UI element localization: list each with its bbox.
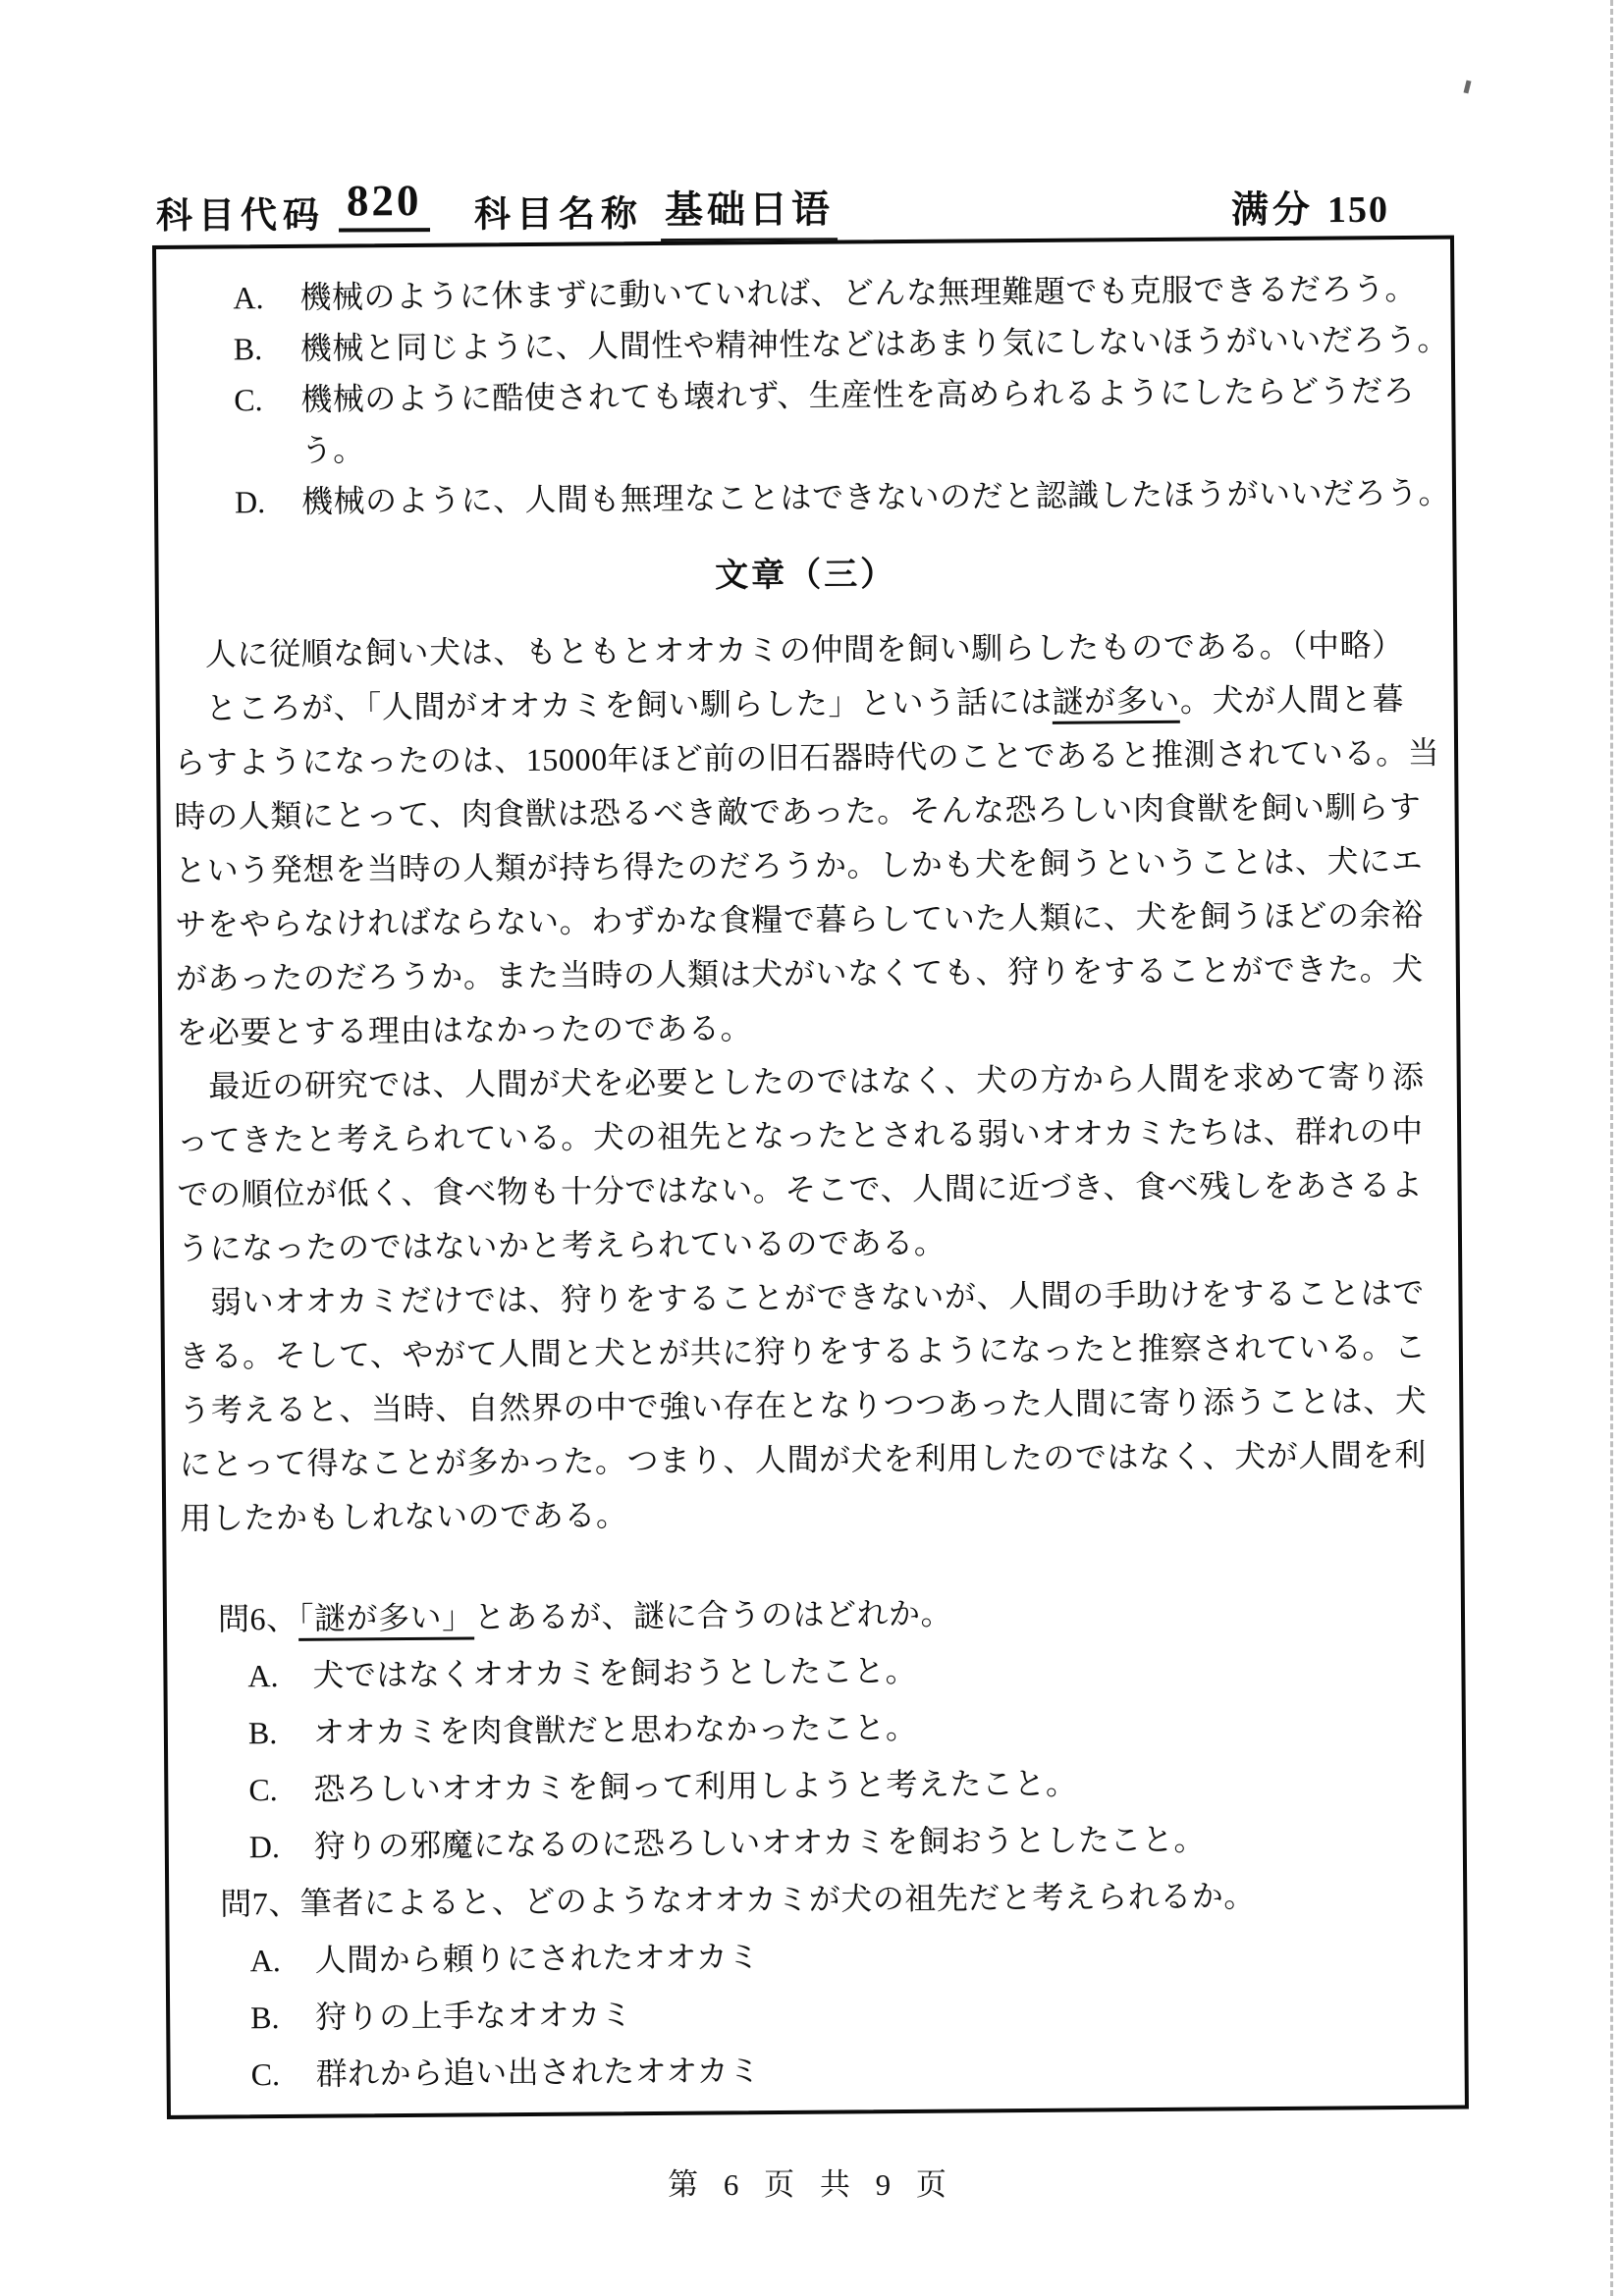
option-text: 狩りの邪魔になるのに恐ろしいオオカミを飼おうとしたこと。 [313, 1821, 1207, 1864]
passage-text: ところが、「人間がオオカミを飼い馴らした」という話には [173, 683, 1053, 726]
subject-code-label: 科目代码 [155, 195, 326, 238]
passage-line: きる。そして、やがて人間と犬とが共に狩りをするようになったと推察されている。こ [178, 1328, 1427, 1374]
passage-lines [174, 726, 1446, 1546]
option-letter: B. [233, 331, 263, 367]
passage-line: らすようになったのは、15000年ほど前の旧石器時代のことであると推測されている。当 [173, 734, 1440, 780]
questions-section [181, 1581, 1451, 2104]
option-row [183, 1809, 1449, 1876]
question-7-label: 問7、筆者によると、どのようなオオカミが犬の祖先だと考えられるか。 [220, 1878, 1256, 1922]
option-row [182, 1752, 1448, 1819]
option-row [172, 467, 1451, 528]
question-6-label [218, 1581, 1447, 1648]
subject-name-label: 科目名称 [473, 194, 644, 236]
question-6-text: とあるが、謎に合うのはどれか。 [473, 1595, 953, 1635]
full-score-value: 150 [1326, 188, 1390, 232]
full-score [1231, 179, 1389, 234]
option-text: 恐ろしいオオカミを飼って利用しようと考えたこと。 [313, 1765, 1078, 1807]
option-letter: A. [233, 280, 264, 316]
scan-edge-artifact [1610, 0, 1613, 2296]
underlined-phrase: 「謎が多い」 [298, 1599, 473, 1640]
page-header [0, 0, 1623, 245]
question-7-options [184, 1923, 1451, 2104]
option-row [184, 1923, 1450, 1990]
passage-line: を必要とする理由はなかったのである。 [176, 1010, 753, 1050]
passage-line: にとって得なことが多かった。つまり、人間が犬を利用したのではなく、犬が人間を利 [179, 1436, 1427, 1482]
option-row [171, 365, 1437, 426]
passage-line: があったのだろうか。また当時の人類は犬がいなくても、狩りをすることができた。犬 [175, 950, 1425, 996]
option-letter: C. [250, 2056, 281, 2093]
passage-text: 。犬が人間と暮 [1179, 680, 1405, 719]
question-5-options [170, 263, 1451, 528]
passage-line: 時の人類にとって、肉食獣は恐るべき敵であった。そんな恐ろしい肉食獣を飼い馴らす [174, 788, 1422, 834]
subject-name-value: 基础日语 [661, 179, 838, 242]
option-text: 人間から頼りにされたオオカミ [314, 1939, 760, 1978]
subject-code-value: 820 [339, 175, 430, 232]
option-letter: B. [247, 1715, 278, 1751]
option-letter: D. [234, 484, 266, 520]
option-text: 犬ではなくオオカミを飼おうとしたこと。 [312, 1652, 918, 1693]
passage-line: での順位が低く、食べ物も十分ではない。そこで、人間に近づき、食べ残しをあさるよ [177, 1166, 1424, 1212]
option-row [184, 2037, 1450, 2104]
page-number: 第 6 页 共 9 页 [668, 2167, 955, 2202]
passage-line: 弱いオオカミだけでは、狩りをすることができないが、人間の手助けをすることはで [178, 1274, 1426, 1320]
option-text: 機械のように酷使されても壊れず、生産性を高められるようにしたらどうだろ [300, 372, 1416, 417]
passage-line: 人に従順な飼い犬は、もともとオオカミの仲間を飼い馴らしたものである。（中略） [173, 627, 1404, 672]
question-6-text: 問6、 [217, 1600, 298, 1637]
question-6-options [181, 1638, 1449, 1876]
option-text: 狩りの上手なオオカミ [315, 1997, 633, 2035]
option-letter: A. [247, 1658, 279, 1694]
option-text: う。 [300, 432, 365, 468]
option-row [184, 1980, 1450, 2047]
content-box [152, 236, 1469, 2119]
option-text: 機械のように、人間も無理なことはできないのだと認識したほうがいいだろう。 [300, 474, 1451, 519]
option-row [181, 1638, 1447, 1705]
option-text: オオカミを肉食獣だと思わなかったこと。 [312, 1709, 918, 1750]
option-letter: B. [250, 2000, 280, 2036]
option-letter: C. [248, 1772, 278, 1808]
option-letter: D. [248, 1829, 281, 1865]
passage-heading: 文章（三） [715, 557, 897, 595]
passage-line: サをやらなければならない。わずかな食糧で暮らしていた人類に、犬を飼うほどの余裕 [175, 896, 1424, 942]
option-text: 群れから追い出されたオオカミ [315, 2053, 761, 2092]
full-score-label: 满分 [1230, 189, 1315, 232]
passage-line: うになったのではないかと考えられているのである。 [177, 1224, 947, 1266]
passage-line: ってきたと考えられている。犬の祖先となったとされる弱いオオカミたちは、群れの中 [177, 1112, 1424, 1158]
option-letter [234, 425, 300, 477]
underlined-phrase: 謎が多い [1052, 683, 1180, 724]
option-text: 機械のように休まずに動いていれば、どんな無理難題でも克服できるだろう。 [299, 270, 1418, 315]
passage-line: う考えると、当時、自然界の中で強い存在となりつつあった人間に寄り添うことは、犬 [179, 1382, 1428, 1428]
reading-passage [173, 618, 1446, 1546]
option-text: 機械と同じように、人間性や精神性などはあまり気にしないほうがいいだろう。 [299, 321, 1449, 366]
passage-line: 最近の研究では、人間が犬を必要としたのではなく、犬の方から人間を求めて寄り添 [176, 1058, 1425, 1104]
option-letter: A. [249, 1943, 281, 1979]
passage-line [173, 672, 1439, 736]
option-row [182, 1695, 1448, 1762]
passage-line: という発想を当時の人類が持ち得たのだろうか。しかも犬を飼うということは、犬にエ [174, 842, 1424, 888]
passage-line: 用したかもしれないのである。 [180, 1497, 628, 1536]
page-footer [0, 2160, 1623, 2204]
option-letter: C. [234, 382, 263, 418]
